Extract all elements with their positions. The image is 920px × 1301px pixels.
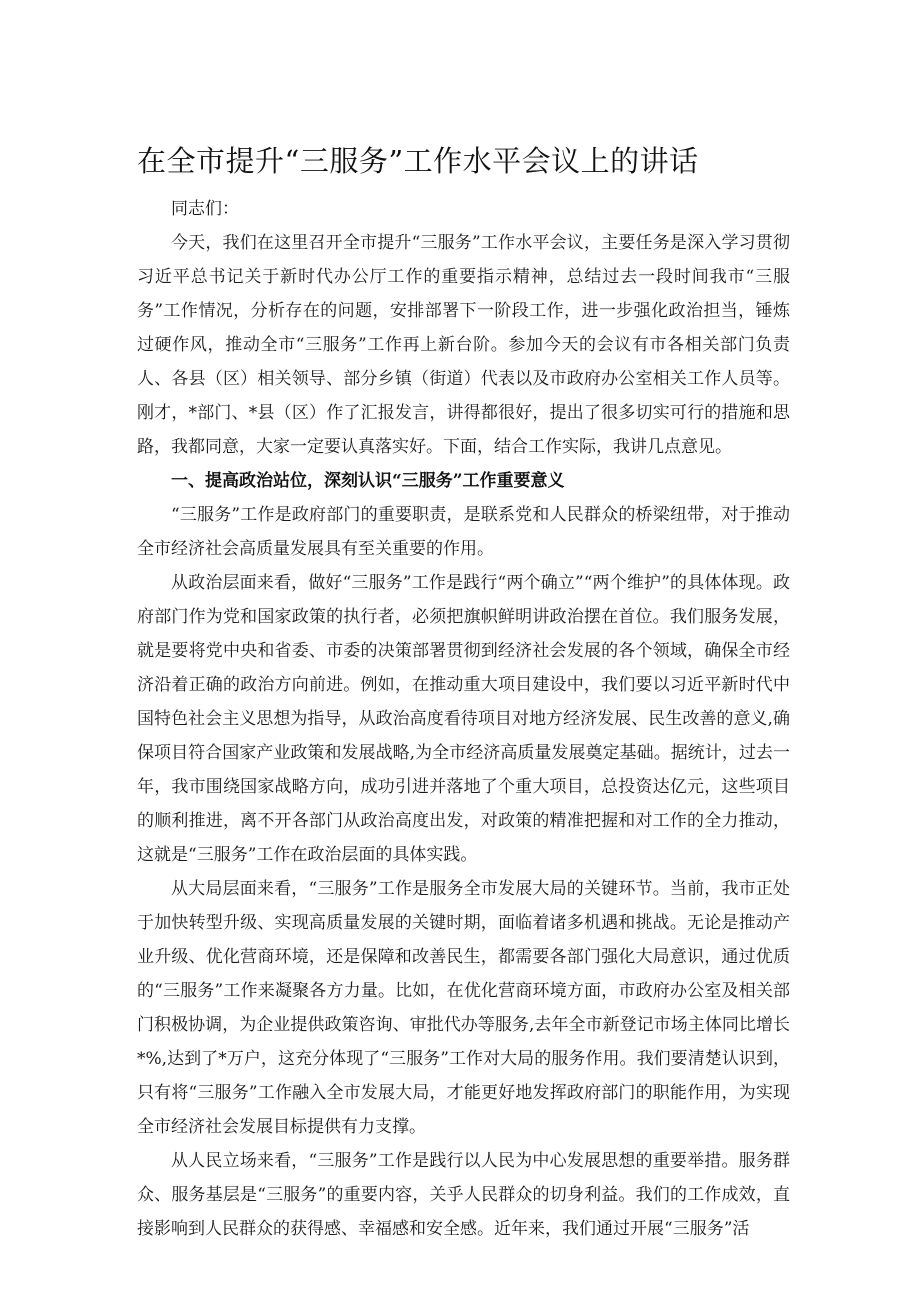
paragraph-political-level: 从政治层面来看，做好“三服务”工作是践行“两个确立”“两个维护”的具体体现。政府部门作为党和国家政策的执行者，必须把旗帜鲜明讲政治摆在首位。我们服务发展，就是要将党中央和省委、市委的决策部署贯彻到经济社会发展的各个领域，确保全市经济沿着正确的政治方向前进。例如，在推动重大项目建设中，我们要以习近平新时代中国特色社会主义思想为指导，从政治高度看待项目对地方经济发展、民生改善的意义,确保项目符合国家产业政策和发展战略,为全市经济高质量发展奠定基础。据统计，过去一年，我市围绕国家战略方向，成功引进并落地了个重大项目，总投资达亿元，这些项目的顺利推进，离不开各部门从政治高度出发，对政策的精准把握和对工作的全力推动，这就是“三服务”工作在政治层面的具体实践。 [137, 573, 790, 865]
paragraph-overall-level: 从大局层面来看，“三服务”工作是服务全市发展大局的关键环节。当前，我市正处于加快转型升级、实现高质量发展的关键时期，面临着诸多机遇和挑战。无论是推动产业升级、优化营商环境，还是保障和改善民生，都需要各部门强化大局意识，通过优质的“三服务”工作来凝聚各方力量。比如，在优化营商环境方面，市政府办公室及相关部门积极协调，为企业提供政策咨询、审批代办等服务,去年全市新登记市场主体同比增长*%,达到了*万户，这充分体现了“三服务”工作对大局的服务作用。我们要清楚认识到，只有将“三服务”工作融入全市发展大局，才能更好地发挥政府部门的职能作用，为实现全市经济社会发展目标提供有力支撑。 [137, 879, 790, 1137]
paragraph-opening: 今天，我们在这里召开全市提升“三服务”工作水平会议，主要任务是深入学习贯彻习近平总书记关于新时代办公厅工作的重要指示精神，总结过去一段时间我市“三服务”工作情况，分析存在的问题，安排部署下一阶段工作，进一步强化政治担当，锤炼过硬作风，推动全市“三服务”工作再上新台阶。参加今天的会议有市各相关部门负责人、各县（区）相关领导、部分乡镇（街道）代表以及市政府办公室相关工作人员等。刚才，*部门、*县（区）作了汇报发言，讲得都很好，提出了很多切实可行的措施和思路，我都同意，大家一定要认真落实好。下面，结合工作实际，我讲几点意见。 [137, 233, 790, 457]
document-body [137, 192, 790, 1246]
paragraph-people-standpoint: 从人民立场来看，“三服务”工作是践行以人民为中心发展思想的重要举措。服务群众、服务基层是“三服务”的重要内容，关乎人民群众的切身利益。我们的工作成效，直接影响到人民群众的获得感、幸福感和安全感。近年来，我们通过开展“三服务”活 [137, 1151, 790, 1239]
salutation: 同志们： [171, 199, 239, 219]
section-heading-1: 一、提高政治站位，深刻认识“三服务”工作重要意义 [171, 471, 565, 491]
paragraph-section1-intro: “三服务”工作是政府部门的重要职责，是联系党和人民群众的桥梁纽带，对于推动全市经济社会高质量发展具有至关重要的作用。 [137, 505, 790, 559]
document-title: 在全市提升“三服务”工作水平会议上的讲话 [137, 144, 699, 178]
